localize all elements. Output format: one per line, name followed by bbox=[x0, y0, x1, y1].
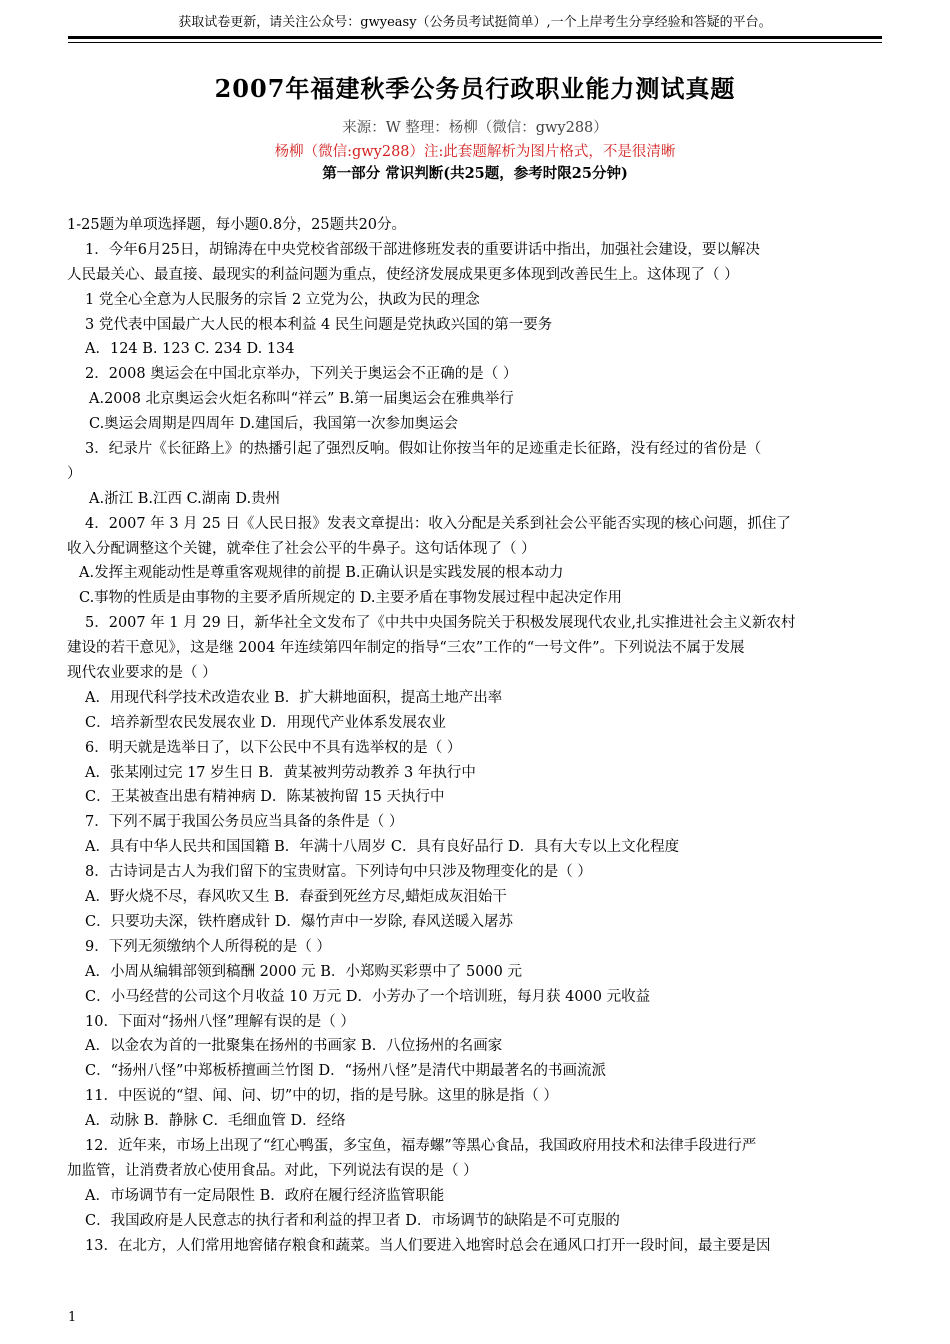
question-line: 现代农业要求的是（ ） bbox=[67, 665, 217, 682]
instructions-line: 1-25题为单项选择题，每小题0.8分，25题共20分。 bbox=[67, 217, 407, 233]
question-line: 11．中医说的“望、闻、问、切”中的切，指的是号脉。这里的脉是指（ ） bbox=[85, 1088, 558, 1105]
option-line: A.发挥主观能动性是尊重客观规律的前提 B.正确认识是实践发展的根本动力 bbox=[79, 565, 564, 582]
option-line: A．野火烧不尽，春风吹又生 B．春蚕到死丝方尽,蜡炬成灰泪始干 bbox=[85, 889, 507, 906]
option-line: C．我国政府是人民意志的执行者和利益的捍卫者 D．市场调节的缺陷是不可克服的 bbox=[85, 1212, 620, 1229]
option-line: A．用现代科学技术改造农业 B．扩大耕地面积，提高土地产出率 bbox=[85, 689, 503, 706]
section-heading: 第一部分 常识判断(共25题，参考时限25分钟) bbox=[322, 165, 628, 182]
question-line: 6．明天就是选举日了，以下公民中不具有选举权的是（ ） bbox=[85, 739, 462, 756]
page-title: 2007年福建秋季公务员行政职业能力测试真题 bbox=[214, 74, 736, 103]
question-line: 5．2007 年 1 月 29 日，新华社全文发布了《中共中央国务院关于积极发展现代农业,扎实推进社会主义新农村 bbox=[85, 615, 796, 632]
header-note: 获取试卷更新，请关注公众号：gwyeasy（公务员考试挺简单）,一个上岸考生分享经验和答疑的平台。 bbox=[178, 15, 772, 30]
question-line: 7．下列不属于我国公务员应当具备的条件是（ ） bbox=[85, 814, 404, 831]
option-line: A.2008 北京奥运会火炬名称叫“祥云” B.第一届奥运会在雅典举行 bbox=[89, 391, 514, 408]
option-line: 3 党代表中国最广大人民的根本利益 4 民生问题是党执政兴国的第一要务 bbox=[85, 316, 553, 333]
question-line: 12．近年来，市场上出现了“红心鸭蛋，多宝鱼，福寿螺”等黑心食品，我国政府用技术和法律手段进行严 bbox=[85, 1137, 757, 1154]
question-line: 1．今年6月25日，胡锦涛在中央党校省部级干部进修班发表的重要讲话中指出，加强社会建设，要以解决 bbox=[85, 241, 760, 258]
option-line: C.奥运会周期是四周年 D.建国后，我国第一次参加奥运会 bbox=[89, 416, 459, 433]
page-number: 1 bbox=[68, 1310, 77, 1325]
option-line: C．培养新型农民发展农业 D．用现代产业体系发展农业 bbox=[85, 714, 446, 731]
question-body bbox=[67, 213, 882, 1258]
question-line: 13．在北方，人们常用地窖储存粮食和蔬菜。当人们要进入地窖时总会在通风口打开一段时间，最主要是因 bbox=[85, 1237, 771, 1254]
question-line: 加监管，让消费者放心使用食品。对此，下列说法有误的是（ ） bbox=[67, 1162, 478, 1179]
option-line: C．只要功夫深，铁杵磨成针 D．爆竹声中一岁除, 春风送暖入屠苏 bbox=[85, 913, 514, 930]
question-line: 9．下列无须缴纳个人所得税的是（ ） bbox=[85, 938, 331, 955]
option-line: A.浙江 B.江西 C.湖南 D.贵州 bbox=[89, 490, 281, 507]
remark-line: 杨柳（微信:gwy288）注:此套题解析为图片格式，不是很清晰 bbox=[274, 144, 676, 160]
question-line: 3．纪录片《长征路上》的热播引起了强烈反响。假如让你按当年的足迹重走长征路，没有经过的省份是（ bbox=[85, 441, 762, 458]
option-line: A．具有中华人民共和国国籍 B．年满十八周岁 C．具有良好品行 D．具有大专以上文化程度 bbox=[85, 839, 680, 856]
option-line: C．王某被查出患有精神病 D．陈某被拘留 15 天执行中 bbox=[85, 789, 445, 806]
question-line: 4．2007 年 3 月 25 日《人民日报》发表文章提出：收入分配是关系到社会公平能否实现的核心问题，抓住了 bbox=[85, 515, 791, 532]
question-line: ） bbox=[67, 465, 82, 482]
option-line: C．小马经营的公司这个月收益 10 万元 D．小芳办了一个培训班，每月获 4000 元收益 bbox=[85, 988, 651, 1005]
option-line: C．“扬州八怪”中郑板桥擅画兰竹图 D．“扬州八怪”是清代中期最著名的书画流派 bbox=[85, 1063, 606, 1080]
option-line: 1 党全心全意为人民服务的宗旨 2 立党为公，执政为民的理念 bbox=[85, 291, 480, 308]
question-line: 2．2008 奥运会在中国北京举办，下列关于奥运会不正确的是（ ） bbox=[85, 366, 518, 383]
option-line: A．动脉 B．静脉 C．毛细血管 D．经络 bbox=[85, 1113, 346, 1130]
option-line: A．张某刚过完 17 岁生日 B．黄某被判劳动教养 3 年执行中 bbox=[85, 764, 476, 781]
question-line: 人民最关心、最直接、最现实的利益问题为重点，使经济发展成果更多体现到改善民生上。这体现了（ ） bbox=[67, 266, 739, 283]
source-line: 来源：W 整理：杨柳（微信：gwy288） bbox=[342, 120, 608, 136]
header-rule-thin bbox=[68, 42, 882, 43]
question-line: 10．下面对“扬州八怪”理解有误的是（ ） bbox=[85, 1013, 355, 1030]
option-line: A．124 B. 123 C. 234 D. 134 bbox=[85, 341, 295, 358]
question-line: 8．古诗词是古人为我们留下的宝贵财富。下列诗句中只涉及物理变化的是（ ） bbox=[85, 864, 592, 881]
option-line: C.事物的性质是由事物的主要矛盾所规定的 D.主要矛盾在事物发展过程中起决定作用 bbox=[79, 590, 623, 607]
question-line: 建设的若干意见》，这是继 2004 年连续第四年制定的指导“三农”工作的“一号文件”。下列说法不属于发展 bbox=[67, 640, 745, 657]
option-line: A．小周从编辑部领到稿酬 2000 元 B．小郑购买彩票中了 5000 元 bbox=[85, 963, 522, 980]
header-rule-thick bbox=[68, 36, 882, 39]
question-line: 收入分配调整这个关键，就牵住了社会公平的牛鼻子。这句话体现了（ ） bbox=[67, 540, 536, 557]
option-line: A．以金农为首的一批聚集在扬州的书画家 B．八位扬州的名画家 bbox=[85, 1038, 503, 1055]
option-line: A．市场调节有一定局限性 B．政府在履行经济监管职能 bbox=[85, 1187, 445, 1204]
